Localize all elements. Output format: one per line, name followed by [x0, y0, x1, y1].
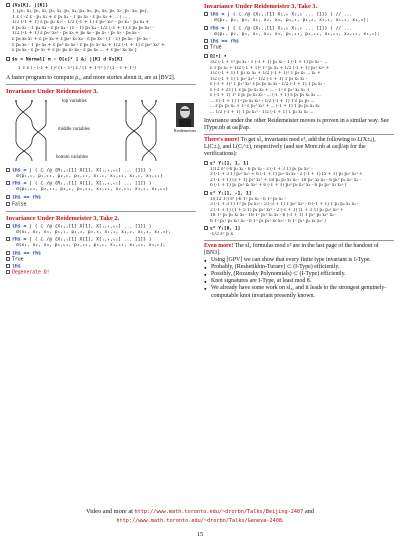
section-title-reidemeister-3-take-3: Invariance Under Reidemeister 3, Take 3.: [204, 3, 318, 10]
list-item: ● Knot signatures are I-Type, at least mod 8.: [204, 278, 394, 285]
cell-output-true-3: True: [204, 45, 394, 52]
cell-output-omega: [210, 60, 394, 115]
prose-even-more: [204, 243, 394, 257]
cell-input-e1[interactable]: ε³ Y₃[1, 1, 1]: [204, 161, 394, 167]
label-middle-variables: middle variables: [58, 126, 90, 132]
right-column: [204, 3, 394, 300]
cell-input-compare-2[interactable]: lhs == rhs: [6, 251, 196, 257]
cell-input-lhs-3-cont[interactable]: d{p₁, p₂, p₃, x₁, x₂, x₃, p₁,₁, p₁,₂, x₁,₁, x₁,₂, x₂,₃};: [214, 18, 369, 24]
cell-output-false: False: [6, 202, 196, 209]
cell-input-rhs-3-cont[interactable]: d{p₁, p₂, p₃, x₁, x₂, x₃, p₁,ₖ₁, p₂,ₖ₁, x₁,ₖ₁, x₂,ₖ₁, x₃,ₖ};: [214, 31, 380, 37]
math-line: 3 (-1 + 3 T) p₂² x₂² + 6 (-1 + T) p₂² x₁ x₂ - 2 (-1 + T) (5 + T) p₁ p₂² x₂³ +: [210, 172, 363, 178]
label-top-variables: top variables: [62, 98, 87, 104]
math-line: 18 T² p₁ p₂ x₁ x₂ - 18 T² p₁² x₁ x₂ - 6 (-1 + T) T p₁² p₂ x₁² x₂ -: [210, 213, 337, 219]
math-line: ε p₆ x₆ x₇ + ε p₇ x₈ + ε p₈² x₅ x₈ - ε p₆ x₆ - (1 - T) p₆ x₆ - p₇ x₆ -: [12, 37, 151, 43]
cell-output-e3: [210, 232, 394, 238]
cell-bracket: [6, 57, 10, 61]
math-line: ε (-1 + T)² T p₁² x₂² ε p₁ p₂ x₁ x₂ - 1/2 (-1 + T) T p₂ x₂ -: [210, 82, 325, 88]
footer-and: and: [304, 508, 315, 515]
math-line: T ε ( -2 ε - p₁ x₁ + ε p₁ x₁ - T p₂ x₂ - ε p₂ x₂ + ... ) ... ,: [12, 14, 131, 20]
divider: [204, 134, 394, 135]
theres-more-lead: There's more!: [204, 137, 240, 144]
cell-bracket: [6, 257, 10, 261]
math-line: 2 (-1 + T) (3 + T) p₁³ x₁³ + 18 p₁ p₂ x₁ x₂ - 18 p₂² x₁ x₂ - 6 p₁² p₂ x₁² x₂ -: [210, 177, 361, 183]
list-item: ● We already have some work on sl₃, and it leads to the strongest genuinely-computable knot invariant presently known.: [204, 285, 394, 299]
cell-input-lhs-echo[interactable]: lhs: [6, 264, 196, 270]
math-line: ... ε p₁ p₂ x₁ + T² ε p₁² x₂² + ... (-1 + T) T p₁ p₂ x₁ x₂: [210, 104, 320, 110]
math-line: ε (-1 + T) T² ε p₁ p₂ x₁ x₂ - ... (-1 + T) ε p₁ p₂ x₁ x₂ ...: [210, 93, 321, 99]
list-item: ● Using [GPV] we can show that every finite type invariant is I-Type.: [204, 257, 394, 264]
math-line: 6 T² p₁² p₂ x₁² x₂ - 6 T² p₁ p₂² x₁ x₂² - 6 T² p₁² p₂ x₁ x₂² ): [210, 218, 326, 224]
cell-input-rhs-2-cont[interactable]: d{x₁, x₂, x₃, p₁,ₖ₁, p₂,ₖ₁, p₃,ₖ, x₁,ₖ₁, x₂,ₖ₁, x₃,ₖ};: [16, 243, 166, 249]
math-line: 1/12 ε³ (-6 p₁ x₁ - 6 p₁ x₂ - 3 (-1 + 3 T) p₁ p₂ x₁² -: [210, 166, 313, 172]
cell-input-compare-3[interactable]: lhs == rhs: [204, 39, 394, 45]
even-more-body: The sl₂ formulas mod ε² are in the last page of the handout of [BN3].: [204, 242, 379, 256]
even-more-lead: Even more!: [204, 242, 234, 249]
theres-more-body: To get sl₂ invariants mod ε³, add the following to L(X±ᵢⱼ), L(C±ᵢ), and L(Cᵢ^±), respectively (and see More.nb at ωεβ/ap for the verifications):: [204, 137, 376, 158]
cell-input-omega[interactable]: Ω[•] •: [204, 54, 394, 60]
math-line: ... ε (-1 + T) T² p₂ x₂ x₁² - 1/2 (-1 + T) T ε p₁ p₂ ...: [210, 98, 315, 104]
cell-input-e3[interactable]: ε³ Y₁[0, 1]: [204, 226, 394, 232]
footer-link-beijing[interactable]: http://www.math.toronto.edu/~drorbn/Talks/Beijing-2407: [134, 509, 304, 515]
cell-output-true: True: [6, 257, 196, 264]
cell-input-vs[interactable]: {Vs[K], ∫[K]}: [6, 3, 196, 9]
cell-output-e1: [210, 167, 394, 189]
footer-link-geneva[interactable]: http://www.math.toronto.edu/~drorbn/Talks/Geneva-2408: [116, 517, 282, 524]
math-line: { {ρ₁, x₁, p₁, x₂, p₂, x₃, p₃, x₄, p₄, x₅, p₅, x₆, p₆, x₇, p₇, x₈, p₈},: [12, 9, 149, 15]
math-line: ε T p₁ x₁ + 1/2 (-1 + T)² T² p₁ x₂ + 1/2 (-1 + T) p₂² x₂² +: [210, 65, 330, 71]
section-title-reidemeister-3-take-2: Invariance Under Reidemeister 3, Take 2.: [6, 214, 120, 222]
cell-bracket: [6, 264, 10, 268]
page-number: 15: [196, 531, 204, 538]
list-item: ● Possibly, (Rozansky Polynomials) ⊂ (I-Type) efficiently.: [204, 271, 394, 278]
portrait-image: [176, 103, 194, 127]
portrait-caption: Reidemeister: [173, 127, 196, 133]
divider: [6, 211, 196, 212]
math-line: ε p₈ x₈ - ε p₇ x₇ + ε p₇ p₈ x₇ x₈ - ε p₈ x₈ ... + ε p₈² x₆ x₈ }: [12, 48, 138, 54]
cell-bracket: [6, 270, 10, 274]
cell-bracket: [204, 39, 208, 43]
cell-bracket: [204, 45, 208, 49]
cell-bracket: [204, 161, 208, 165]
math-line: 1/2 (-1 + T) ε p₅² x₅² - p₅ x₅ + p₆ x₆ - p₆ x₇ - p₇ x₇ - p₈ x₈ -: [12, 31, 140, 37]
math-line: 1/(12 T²) ε³ (-6 T² p₁ x₁ - 6 T² p₂ x₂ -: [210, 196, 286, 202]
cell-input-rhs-3[interactable]: rhs = ∫ ( ℒ /@ {X₁,ⱼ[1] X₂,ₖ X₃,ₖ ... [1]} ) // ...: [204, 26, 394, 32]
cell-bracket: [6, 202, 10, 206]
footer: [0, 508, 400, 525]
cell-bracket: [6, 3, 10, 7]
cell-input-lhs-cont[interactable]: d{p₁,ₖ, p₁,ₖ₁, p₂,ₖ, p₃,ₖ₁, x₁,ₖ, x₁,ₖ₁, x₂,ₖ, x₃,ₖ₁}: [16, 173, 163, 179]
math-line: ε (-1 + 2T) T ε p₁ p₂ x₁ x₂ + ... - T² ε p₁² x₁ x₂ +: [210, 87, 310, 93]
reidemeister-diagram: [6, 97, 196, 165]
divider: [204, 240, 394, 241]
cell-input-lhs-2-cont[interactable]: d{x₁, x₂, x₃, p₁,₁, p₁,₂, p₂,₃, x₁,₁, x₁,₂, x₁,₃, x₂,₃};: [16, 229, 171, 235]
math-line: 2 (-1 + T) (1 + 5 T) p₁ p₂² x₁³ - 2 (-1 + T) (1 + 3 T) p₁ p₂² x₂³ +: [210, 207, 344, 213]
bullet-list: [204, 257, 394, 300]
cell-input-rhs-cont[interactable]: d{p₁,ₖ₁, p₂,ₖ₁, p₃,ₖ, p₂,ₖ₁, x₁,ₖ₁, x₂,ₖ₁, x₃,ₖ, x₂,ₖ₁}: [16, 187, 169, 193]
prose-other-moves: Invariance under the other Reidemeister moves is proven in a similar way. See IType.nb at ωεβ/ap.: [204, 118, 389, 132]
cell-input-lhs-2[interactable]: lhs = ∫ ( ℒ /@ {X₁,ⱼ[1] X[1], X[ⱼ,ₖ,ₖ₁] ... [1]} ): [6, 224, 196, 230]
left-column: [6, 3, 196, 275]
cell-bracket: [204, 226, 208, 230]
cell-bracket: [6, 168, 10, 172]
reidemeister-portrait: [176, 103, 194, 127]
divider: [6, 84, 196, 85]
cell-bracket: [6, 224, 10, 228]
math-line: 1/2 (-1 + T) ε p₁ p₂ x₁² - 1/2 (-1 + T) ε p₂² x₂² - p₃ x₃ - p₄ x₄ +: [12, 20, 150, 26]
math-line: ε p₃ x₃ - T p₄ x₄ - ε p₃ x₄ - (1 - T) p₃ x₄ - 1/2 (-1 + T) ε p₃ p₅ x₅² -: [12, 25, 155, 31]
cell-input-compare[interactable]: lhs == rhs: [6, 195, 196, 201]
math-line: ... 1/2 (-1 + T) T p₂ x₁² - 1/2 (-1 + T) T p₁ x₁ x₂ ...: [210, 109, 314, 115]
cell-output-vs: [12, 9, 196, 54]
math-line: ε p₆ x₆ - T p₇ x₈ + ε p₈² x₅ x₆ - ε p₈ p₇ x₇ x₈ + 1/2 (-1 + T) ε p₈² x₆² +: [12, 42, 165, 48]
footer-line-1: [0, 508, 400, 517]
cell-input-lhs-3[interactable]: lhs = ∫ ( ℒ /@ {X₁,ⱼ[1] X₁,ₖ X₂,ₖ ... [1]} ) // ...: [204, 12, 394, 18]
cell-input-lhs[interactable]: lhs = ∫ ( ℒ /@ {R₁,ⱼ[1] X[1], X[ⱼ,ₖ,ₖ₁] ... [1]} ): [6, 168, 196, 174]
cell-bracket: [204, 26, 208, 30]
degenerate-warning: Degenerate Q!: [6, 270, 196, 276]
cell-bracket: [6, 237, 10, 241]
prose-theres-more: [204, 137, 394, 158]
math-line: 1/2 (-1 + T) T p₁ x₁ x₂ + 1/2 (-1 + T)² T p₃ x₃ ... x₁ +: [210, 71, 321, 77]
list-item: ● Probably, (Reshetikhin-Turaev) ⊂ (I-Type) efficiently.: [204, 264, 394, 271]
math-line: 3 (-1 + 3 T) T² p₁ p₂ x₁² - 3 (-3 + T) T p₂² x₂² - 6 (-1 + T) T p₁ p₂ x₁ x₂ -: [210, 202, 359, 208]
section-title-reidemeister-3: Invariance Under Reidemeister 3.: [6, 87, 99, 95]
cell-input-rhs-2[interactable]: rhs = ∫ ( ℒ /@ {X₁,ⱼ[1] X[1], X[ⱼ,ₖ,ₖ₁] ... [1]} ): [6, 237, 196, 243]
cell-input-rhs[interactable]: rhs = ∫ ( ℒ /@ {R₁,ⱼ[1] X[1], X[ⱼ,ₖ,ₖ₁] ... [1]} ): [6, 181, 196, 187]
cell-bracket: [6, 181, 10, 185]
cell-bracket: [6, 195, 10, 199]
footer-line-2: http://www.math.toronto.edu/~drorbn/Talks/Geneva-2408.: [116, 516, 284, 524]
cell-bracket: [204, 191, 208, 195]
cell-bracket: [204, 54, 208, 58]
math-line: 6 (-1 + T) p₁ p₂² x₁ x₂² + 6 (-1 + T) p₁² p₂ x₁² x₂ - 6 p₁ p₂² x₁ x₂² ): [210, 183, 347, 189]
math-line: 1 T ε ( - (-1 + T)² (1 - T²) ε / (1 + T²)² ) / (1 - T + T²): [18, 65, 136, 71]
cell-output-normal: [18, 66, 196, 72]
cell-input-normal[interactable]: $v = Normal[ π ∘ O[ε]² ] &; ∫[K] d Vs[K]: [6, 57, 196, 63]
math-line: 3/2 (-1 + T² p₂ x₂ - 1 (-1 + T) p₁ x₁ - 1 (-1 + T) p₂ x₂ - ...: [210, 60, 328, 66]
braid-diagram: [6, 97, 196, 165]
label-bottom-variables: bottom variables: [56, 154, 89, 160]
cell-bracket: [6, 251, 10, 255]
cell-input-e2[interactable]: ε³ Y₁[1, -1, 1]: [204, 191, 394, 197]
cell-output-e2: [210, 197, 394, 225]
footer-text: Video and more at: [85, 508, 133, 515]
prose-faster-program: A faster program to compute ρ₁, and more stories about it, are at [BV2].: [6, 74, 176, 81]
math-line: 1/2 (-1 + T) T p₂² x₁² - 1/2 (-1 + T) T p₁ x₁ x₂ -: [210, 76, 308, 82]
cell-bracket: [204, 12, 208, 16]
math-line: -1/2 ε² p x: [210, 232, 234, 238]
